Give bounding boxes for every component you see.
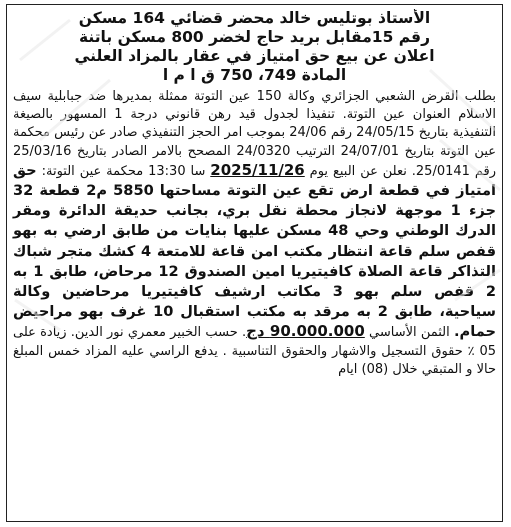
price-prefix: الثمن الأساسي [364,325,454,341]
closing-text: . حسب الخبير معمري نور الدين. زيادة على 05 ٪ حقوق التسجيل والاشهار والحقوق التناسبية . يدفع الراسي عليه المزاد خمس المبلغ حالا و المتبقي خلال (08) ايام [13,325,496,377]
bailiff-address-line: رقم 15مقابل بريد حاج لخضر 800 مسكن باتنة [79,28,430,46]
notice-header [13,9,496,85]
notice-body [13,88,496,379]
legal-articles: المادة 749، 750 ق ا م ا [162,66,347,84]
sale-date: 2025/11/26 [210,160,305,179]
notice-title: اعلان عن بيع حق امتياز في عقار بالمزاد العلني [74,47,435,65]
intro-text: بطلب القرض الشعبي الجزائري وكالة 150 عين التوتة ممثلة بمديرها ضد جبابلية سيف الاسلام العنوان عين التوتة. تنفيذا لجدول قيد رهن قانوني درجة 1 المسهور بالصيغة التنفيذية بتاريخ 24/05/15 رقم 24/06 بموجب امر الحجز التنفيذي صادر عن رئيس محكمة عين التوتة بتاريخ 24/07/01 الترتيب 24/0320 المصحح بالامر الصادر بتاريخ 25/03/16 رقم 25/0141. نعلن عن البيع يوم [13,89,497,179]
bailiff-name-line: الأستاذ بوتليس خالد محضر قضائي 164 مسكن [78,9,431,27]
legal-notice [6,4,503,522]
base-price: 90.000.000 دج [246,322,365,341]
sale-time-location: سا 13:30 محكمة عين التوتة: [36,163,211,179]
property-description: حق امتياز في قطعة ارض تقع عين التوتة مساحتها 5850 م2 قطعة 32 جزء 1 موجهة لانجاز محطة نقل بري، بجانب حديقة الدائرة ومقر الدرك الوطني وحي 48 مسكن عليها بنايات من طابق ارضي به بهو قفص سلم قاعة انتظار مكتب امن قاعة للامتعة 4 كشك متجر شباك التذاكر قاعة الصلاة كافيتيريا امين الصندوق 12 مرحاض، طابق 1 به 2 قفص سلم بهو 3 مكاتب ارشيف كافيتيريا مرحاضين وكالة سياحية، طابق 2 به مرقد به مكتب استقبال 10 غرف بهو مراحيض حمام. [13,161,497,341]
